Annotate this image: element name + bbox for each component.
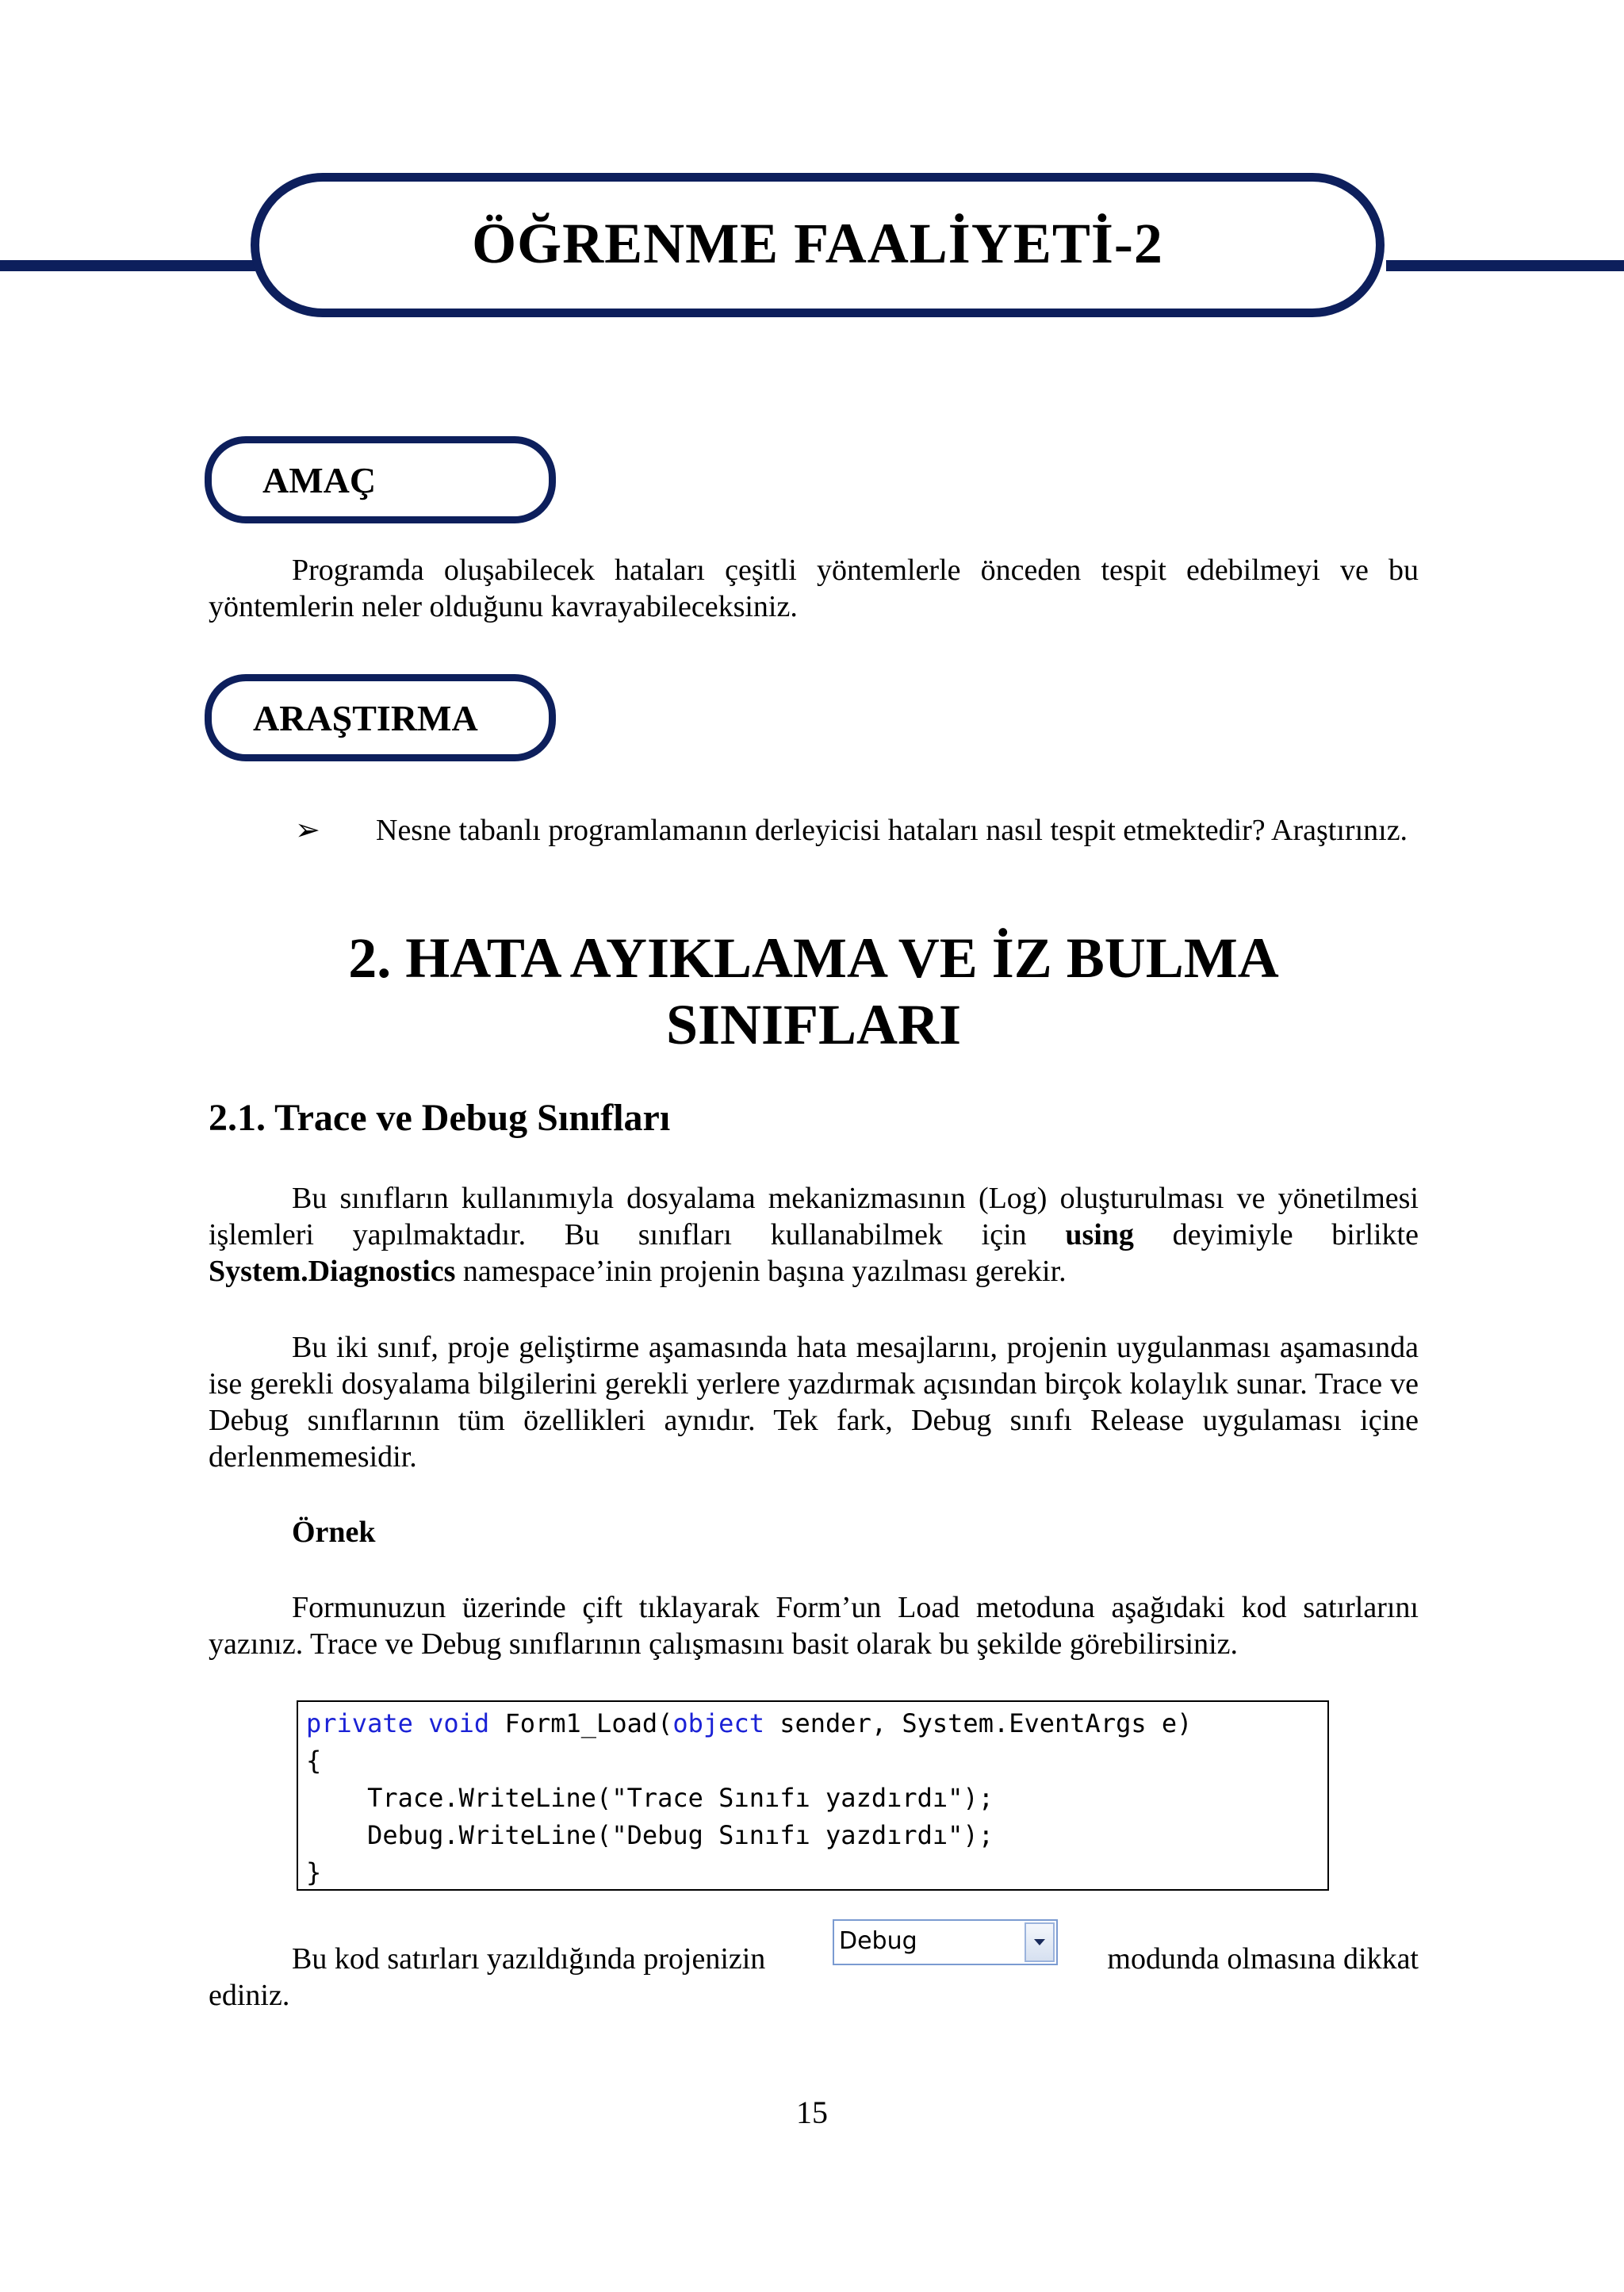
p1-namespace: System.Diagnostics	[209, 1255, 456, 1288]
paragraph-3: Formunuzun üzerinde çift tıklayarak Form’un Load metoduna aşağıdaki kod satırlarını yazınız. Trace ve Debug sınıflarının çalışmasını basit olarak bu şekilde görebilirsiniz.	[209, 1591, 1419, 1661]
amac-label: AMAÇ	[262, 459, 377, 500]
p1-text-c: deyimiyle birlikte	[1133, 1218, 1419, 1251]
arastirma-label-box	[205, 674, 556, 761]
p4-end: ediniz.	[209, 1979, 290, 2012]
paragraph-2: Bu iki sınıf, proje geliştirme aşamasında hata mesajlarını, projenin uygulanması aşamasında ise gerekli dosyalama bilgilerini gerekli yerlere yazdırmak açısından birçok kolaylık sunar. Trace ve Debug sınıflarının tüm özellikleri aynıdır. Tek fark, Debug sınıfı Release uygulaması içine derlenmemesidir.	[209, 1331, 1419, 1474]
code-close-brace: }	[306, 1857, 322, 1888]
amac-label-box	[205, 436, 556, 523]
p4-after: modunda olmasına dikkat	[1107, 1942, 1419, 1976]
code-keyword-private: private	[306, 1708, 413, 1738]
arastirma-label: ARAŞTIRMA	[253, 697, 478, 738]
p4-before: Bu kod satırları yazıldığında projenizin	[292, 1942, 766, 1976]
page-number: 15	[796, 2095, 828, 2130]
configuration-value: Debug	[839, 1927, 917, 1955]
code-open-brace: {	[306, 1746, 322, 1776]
code-method-name: Form1_Load(	[504, 1708, 673, 1738]
amac-text: Programda oluşabilecek hataları çeşitli yöntemlerle önceden tespit edebilmeyi ve bu yöntemlerin neler olduğunu kavrayabileceksiniz.	[209, 554, 1419, 623]
section-title: 2.1. Trace ve Debug Sınıfları	[209, 1097, 671, 1139]
p1-using: using	[1065, 1218, 1134, 1251]
example-label: Örnek	[292, 1516, 376, 1549]
banner-rule-left	[0, 260, 255, 271]
code-keyword-object: object	[672, 1708, 764, 1738]
arastirma-item: Nesne tabanlı programlamanın derleyicisi hataları nasıl tespit etmektedir? Araştırınız.	[376, 814, 1408, 847]
code-line-debug: Debug.WriteLine("Debug Sınıfı yazdırdı");	[306, 1820, 994, 1850]
chapter-title-line1: 2. HATA AYIKLAMA VE İZ BULMA	[348, 926, 1279, 990]
configuration-dropdown[interactable]	[833, 1919, 1058, 1965]
p1-text-e: namespace’inin projenin başına yazılması gerekir.	[455, 1255, 1067, 1288]
code-keyword-void: void	[428, 1708, 490, 1738]
p1-text-a: Bu sınıfların kullanımıyla dosyalama mekanizmasının (Log) oluşturulması ve yönetilmesi işlemleri yapılmaktadır. Bu sınıfları kullanabilmek için	[209, 1182, 1419, 1251]
code-line-trace: Trace.WriteLine("Trace Sınıfı yazdırdı");	[306, 1783, 994, 1813]
chapter-title-line2: SINIFLARI	[665, 993, 962, 1056]
code-params: sender, System.EventArgs e)	[779, 1708, 1193, 1738]
banner-rule-right	[1386, 260, 1624, 271]
code-block	[297, 1700, 1329, 1891]
paragraph-1	[209, 1180, 1419, 1290]
activity-banner	[251, 173, 1385, 317]
bullet-arrow-icon: ➢	[295, 814, 320, 847]
chevron-down-icon[interactable]	[1025, 1922, 1055, 1962]
activity-title: ÖĞRENME FAALİYETİ-2	[472, 211, 1163, 275]
